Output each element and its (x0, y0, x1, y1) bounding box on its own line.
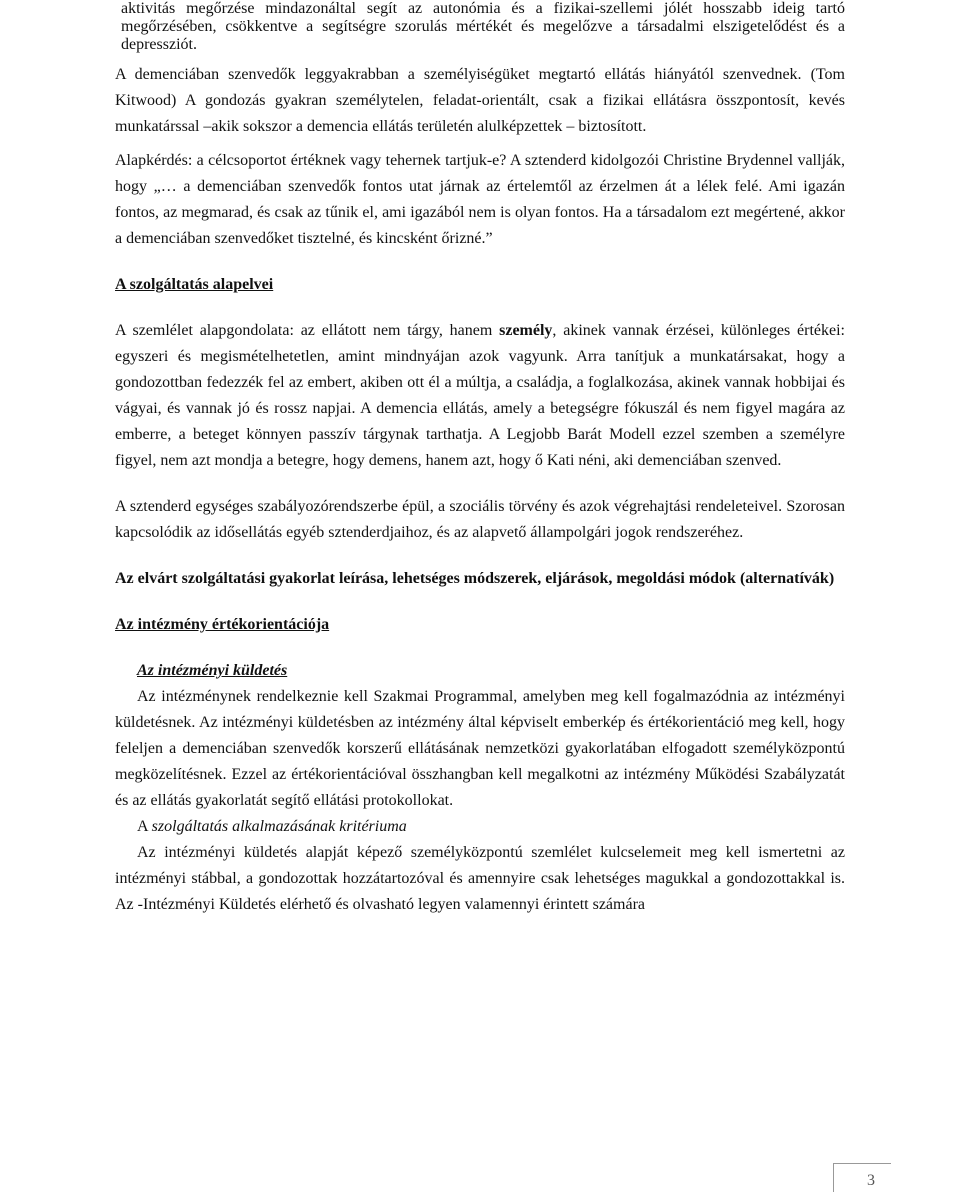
dementia-paragraph (115, 62, 845, 140)
criteria-prefix: A (137, 818, 152, 835)
person-emphasis: személy (499, 322, 553, 339)
principles-heading: A szolgáltatás alapelvei (115, 276, 274, 293)
mission-paragraph (115, 684, 845, 814)
values-heading: Az intézmény értékorientációja (115, 616, 330, 633)
practice-heading: Az elvárt szolgáltatási gyakorlat leírása, lehetséges módszerek, eljárások, megoldási módok (alternatívák) (115, 570, 835, 587)
standard-paragraph: A sztenderd egységes szabályozórendszerbe épül, a szociális törvény és azok végrehajtási rendeleteivel. Szorosan kapcsolódik az idősellátás egyéb sztenderdjaihoz, és az alapvető állampolgári jogok rendszeréhez. (115, 498, 845, 541)
criteria-paragraph (115, 840, 845, 918)
criteria-subheading (115, 814, 845, 840)
principles-text-start: A szemlélet alapgondolata: az ellátott nem tárgy, hanem (115, 322, 500, 339)
criteria-text-rest: ismertetni az intézményi stábbal, a gondozottak hozzátartozóval és amennyire csak lehetséges magukkal a gondozottakkal is. Az -Intézményi Küldetés elérhető és olvasható legyen valamennyi érintett számára (115, 844, 845, 913)
intro-paragraph: aktivitás megőrzése mindazonáltal segít az autonómia és a fizikai-szellemi jólét hosszabb ideig tartó megőrzésében, csökkentve a segítségre szorulás mértékét és megelőzve a társadalmi elszigetelődést és a depressziót. (121, 0, 845, 53)
criteria-text-start: Az intézményi küldetés alapját képező személyközpontú szemlélet kulcselemeit meg kell (137, 844, 750, 861)
principles-text-rest: , akinek vannak érzései, különleges értékei: egyszeri és megismételhetetlen, amint mindnyájan azok vagyunk. Arra tanítjuk a munkatársakat, hogy a gondozottban fedezzék fel az embert, akiben ott él a múltja, a családja, a foglalkozása, akinek vannak hobbijai és vágyai, és vannak jó és rossz napjai. A demencia ellátás, amely a betegségre fókuszál és nem figyel magára az emberre, a beteget könnyen passzív tárgynak tarthatja. A Legjobb Barát Modell ezzel szemben a személyre figyel, nem azt mondja a betegre, hogy demens, hanem azt, hogy ő Kati néni, aki demenciában szenved. (115, 322, 846, 469)
document-page (115, 0, 845, 918)
mission-subheading: Az intézményi küldetés (137, 662, 288, 679)
mission-paragraph-text: Az intézménynek rendelkeznie kell Szakmai Programmal, amelyben meg kell fogalmazódnia az intézményi küldetésnek. Az intézményi küldetésben az intézmény által képviselt emberkép és értékorientáció meg kell, hogy feleljen a demenciában szenvedők korszerű ellátásának nemzetközi gyakorlatában elfogadott személyközpontú megközelítésnek. Ezzel az értékorientációval összhangban kell megalkotni az intézmény Működési Szabályzatát és az ellátás gyakorlatát segítő ellátási protokollokat. (115, 688, 845, 809)
page-number: 3 (833, 1163, 891, 1192)
principles-paragraph (115, 318, 845, 474)
criteria-title: szolgáltatás alkalmazásának kritériuma (151, 818, 407, 835)
dementia-paragraph-text: A demenciában szenvedők leggyakrabban a személyiségüket megtartó ellátás hiányától szenvednek. (Tom Kitwood) A gondozás gyakran személytelen, feladat-orientált, csak a fizikai ellátásra összpontosít, kevés munkatárssal –akik sokszor a demencia ellátás területén alulképzettek – biztosított. (115, 66, 845, 135)
key-question-paragraph: Alapkérdés: a célcsoportot értéknek vagy tehernek tartjuk-e? A sztenderd kidolgozói Christine Brydennel vallják, hogy „… a demenciában szenvedők fontos utat járnak az értelemtől az érzelmen át a lélek felé. Ami igazán fontos, az megmarad, és csak az tűnik el, ami igazából nem is olyan fontos. Ha a társadalom ezt megértené, akkor a demenciában szenvedőket tisztelné, és kincsként őrizné.” (115, 152, 845, 247)
